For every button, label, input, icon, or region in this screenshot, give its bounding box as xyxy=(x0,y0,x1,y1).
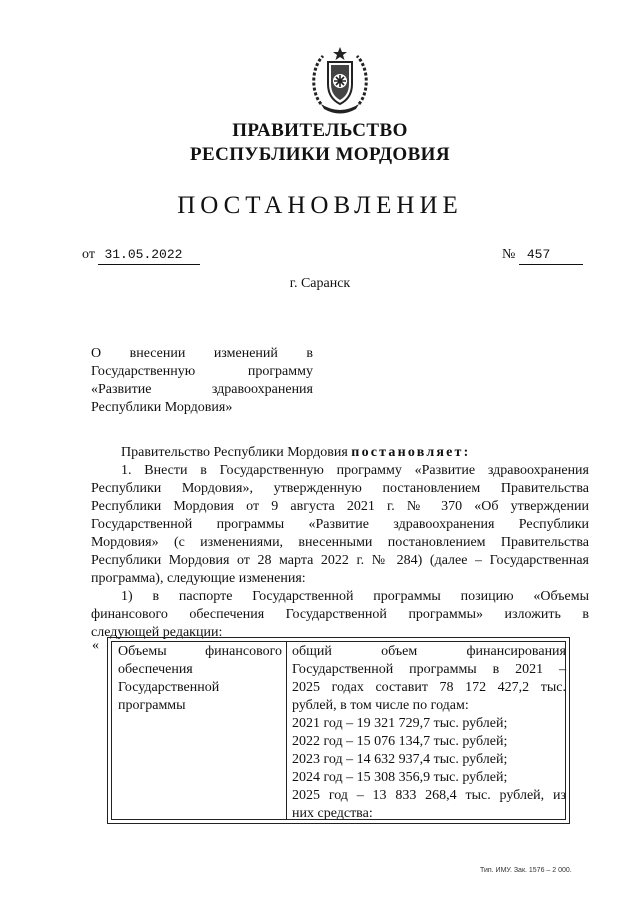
document-date: 31.05.2022 xyxy=(98,246,200,265)
number-prefix: № xyxy=(502,247,516,262)
body-line: 1) в паспорте Государственной программы позицию «Объемы xyxy=(121,589,589,604)
column-divider xyxy=(286,642,287,819)
number-row xyxy=(502,246,583,265)
value-line: них средства: xyxy=(292,806,373,821)
body-line: Мордовия» (с изменениями, внесенными постановлением Правительства xyxy=(91,535,589,550)
intro-line xyxy=(91,444,589,462)
value-line: Государственной программы в 2021 – xyxy=(292,662,566,677)
table-value-cell xyxy=(292,643,566,823)
subject-line: Государственную программу xyxy=(91,364,313,379)
date-prefix: от xyxy=(82,247,95,262)
body-line: Республики Мордовия», утвержденную постановлением Правительства xyxy=(91,481,589,496)
body-line: Республики Мордовия от 28 марта 2022 г. № 284) (далее – Государственная xyxy=(91,553,589,568)
value-line: 2023 год – 14 632 937,4 тыс. рублей; xyxy=(292,752,508,767)
document-subject xyxy=(91,345,313,417)
government-title-line2: РЕСПУБЛИКИ МОРДОВИЯ xyxy=(190,144,450,165)
coat-of-arms-emblem xyxy=(309,44,371,116)
date-row xyxy=(82,246,200,265)
label-line: программы xyxy=(118,698,186,713)
value-line: 2025 годах составит 78 172 427,2 тыс. xyxy=(292,680,566,695)
financing-table xyxy=(107,637,570,824)
label-line: обеспечения xyxy=(118,662,193,677)
government-title-line1: ПРАВИТЕЛЬСТВО xyxy=(232,120,408,141)
label-line: Государственной xyxy=(118,680,220,695)
value-line: 2022 год – 15 076 134,7 тыс. рублей; xyxy=(292,734,508,749)
body-line: программа), следующие изменения: xyxy=(91,571,306,586)
value-line: рублей, в том числе по годам: xyxy=(292,698,469,713)
table-label-cell xyxy=(118,643,282,715)
document-number: 457 xyxy=(519,246,583,265)
subject-line: Республики Мордовия» xyxy=(91,400,233,415)
intro-text: Правительство Республики Мордовия xyxy=(121,445,348,460)
document-type-title: ПОСТАНОВЛЕНИЕ xyxy=(177,192,463,219)
body-line: следующей редакции: xyxy=(91,625,223,640)
label-line: Объемы финансового xyxy=(118,644,282,659)
value-line: 2021 год – 19 321 729,7 тыс. рублей; xyxy=(292,716,508,731)
body-line: Республики Мордовия от 9 августа 2021 г. № 370 «Об утверждении xyxy=(91,499,589,514)
subject-line: «Развитие здравоохранения xyxy=(91,382,313,397)
intro-decree-word: постановляет: xyxy=(351,445,471,460)
body-line: 1. Внести в Государственную программу «Развитие здравоохранения xyxy=(121,463,589,478)
print-note: Тип. ИМУ. Зак. 1576 – 2 000. xyxy=(480,867,572,874)
table-inner-border xyxy=(111,641,566,820)
city: г. Саранск xyxy=(289,276,351,291)
document-body xyxy=(91,444,589,642)
subject-line: О внесении изменений в xyxy=(91,346,313,361)
value-line: 2024 год – 15 308 356,9 тыс. рублей; xyxy=(292,770,508,785)
value-line: 2025 год – 13 833 268,4 тыс. рублей, из xyxy=(292,788,566,803)
body-line: финансового обеспечения Государственной программы» изложить в xyxy=(91,607,589,622)
opening-quote: « xyxy=(92,638,99,653)
body-line: Государственной программы «Развитие здравоохранения Республики xyxy=(91,517,589,532)
value-line: общий объем финансирования xyxy=(292,644,566,659)
